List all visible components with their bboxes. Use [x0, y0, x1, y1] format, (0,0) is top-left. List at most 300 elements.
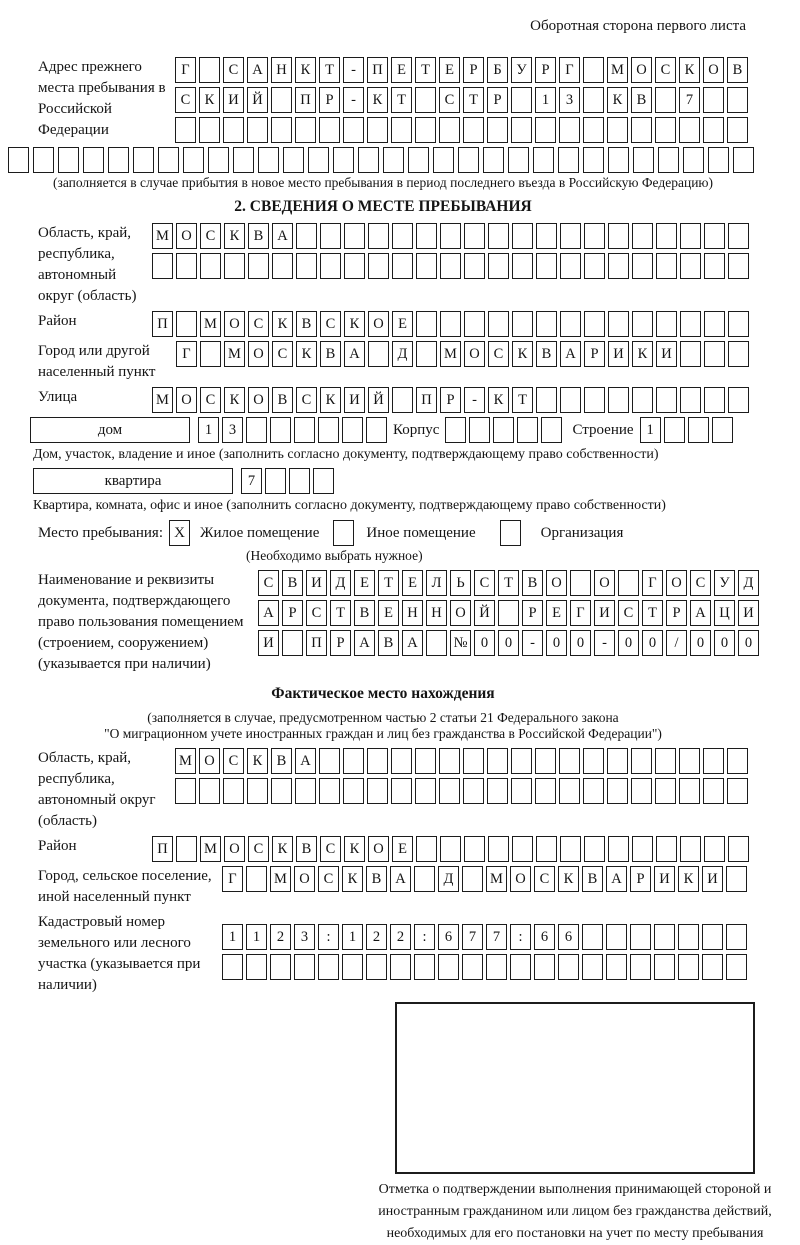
form-cell: [633, 147, 654, 173]
form-cell: [632, 223, 653, 249]
form-cell: №: [450, 630, 471, 656]
form-cell: С: [306, 600, 327, 626]
form-cell: [367, 778, 388, 804]
section2-title: 2. СВЕДЕНИЯ О МЕСТЕ ПРЕБЫВАНИЯ: [234, 198, 532, 215]
form-cell: [541, 417, 562, 443]
form-cell: [152, 253, 173, 279]
form-cell: В: [248, 223, 269, 249]
form-cell: 0: [546, 630, 567, 656]
form-cell: [392, 387, 413, 413]
region-row2: [152, 253, 749, 279]
form-cell: [440, 253, 461, 279]
form-cell: [727, 87, 748, 113]
form-cell: [511, 87, 532, 113]
form-cell: [607, 748, 628, 774]
document-label: Наименование и реквизиты документа, подтверждающего право пользования помещением (строением, сооружением) (указывается при наличии): [38, 572, 244, 672]
street-field: [8, 387, 758, 413]
form-cell: С: [200, 223, 221, 249]
form-cell: [582, 954, 603, 980]
form-cell: У: [511, 57, 532, 83]
form-cell: [318, 954, 339, 980]
form-cell: [704, 836, 725, 862]
form-cell: [246, 866, 267, 892]
form-cell: [560, 311, 581, 337]
form-cell: [608, 147, 629, 173]
form-cell: 0: [474, 630, 495, 656]
form-cell: [631, 748, 652, 774]
form-cell: В: [272, 387, 293, 413]
form-cell: [368, 253, 389, 279]
form-cell: [33, 147, 54, 173]
form-cell: [583, 748, 604, 774]
form-cell: [58, 147, 79, 173]
form-cell: [319, 117, 340, 143]
form-cell: К: [272, 311, 293, 337]
actual-district-label: Район: [38, 838, 77, 854]
form-cell: [440, 223, 461, 249]
form-cell: [726, 866, 747, 892]
form-cell: [463, 778, 484, 804]
form-cell: С: [690, 570, 711, 596]
form-cell: К: [607, 87, 628, 113]
form-cell: [271, 117, 292, 143]
form-cell: :: [414, 924, 435, 950]
form-cell: [656, 311, 677, 337]
form-cell: О: [294, 866, 315, 892]
form-cell: П: [152, 311, 173, 337]
form-cell: С: [534, 866, 555, 892]
form-cell: 0: [714, 630, 735, 656]
option-organization-label: Организация: [540, 525, 624, 541]
form-cell: [295, 778, 316, 804]
form-cell: Р: [319, 87, 340, 113]
section3-title: Фактическое место нахождения: [271, 685, 495, 702]
form-cell: В: [296, 311, 317, 337]
form-cell: [583, 117, 604, 143]
actual-region-row1: [175, 748, 748, 774]
form-cell: [512, 311, 533, 337]
form-cell: Е: [402, 570, 423, 596]
form-cell: [344, 253, 365, 279]
form-cell: 1: [342, 924, 363, 950]
form-cell: [703, 778, 724, 804]
form-cell: М: [152, 387, 173, 413]
form-cell: [343, 778, 364, 804]
form-cell: С: [320, 311, 341, 337]
form-cell: И: [306, 570, 327, 596]
form-cell: [655, 117, 676, 143]
form-cell: [654, 924, 675, 950]
form-cell: [583, 87, 604, 113]
form-cell: С: [248, 311, 269, 337]
form-cell: С: [439, 87, 460, 113]
form-cell: [200, 341, 221, 367]
form-cell: [415, 778, 436, 804]
form-cell: К: [488, 387, 509, 413]
form-cell: Р: [584, 341, 605, 367]
form-cell: [655, 748, 676, 774]
form-cell: И: [344, 387, 365, 413]
form-cell: К: [512, 341, 533, 367]
city-row: [176, 341, 749, 367]
form-cell: [728, 311, 749, 337]
form-cell: [655, 87, 676, 113]
form-cell: С: [618, 600, 639, 626]
form-cell: [296, 253, 317, 279]
form-cell: [607, 117, 628, 143]
form-cell: С: [320, 836, 341, 862]
form-cell: [584, 387, 605, 413]
form-cell: [462, 866, 483, 892]
form-cell: [246, 954, 267, 980]
form-cell: [445, 417, 466, 443]
form-cell: П: [152, 836, 173, 862]
form-cell: П: [306, 630, 327, 656]
form-cell: [464, 311, 485, 337]
form-cell: Р: [630, 866, 651, 892]
form-cell: [656, 223, 677, 249]
form-cell: [438, 954, 459, 980]
form-cell: [367, 748, 388, 774]
form-cell: [342, 417, 363, 443]
form-cell: Д: [738, 570, 759, 596]
form-cell: Й: [474, 600, 495, 626]
form-cell: [223, 117, 244, 143]
form-cell: Д: [438, 866, 459, 892]
form-cell: [342, 954, 363, 980]
form-cell: М: [175, 748, 196, 774]
prev-address-rows: [175, 57, 748, 143]
form-cell: [199, 778, 220, 804]
form-cell: [727, 778, 748, 804]
stroenie-label: Строение: [572, 422, 634, 438]
form-cell: М: [607, 57, 628, 83]
prev-address-block: [8, 57, 758, 143]
form-cell: К: [558, 866, 579, 892]
form-cell: [308, 147, 329, 173]
cadastral-row1: [222, 924, 747, 950]
form-cell: И: [654, 866, 675, 892]
cadastral-row2: [222, 954, 747, 980]
form-cell: [512, 223, 533, 249]
form-cell: 2: [366, 924, 387, 950]
form-cell: [487, 117, 508, 143]
form-cell: [608, 387, 629, 413]
form-cell: Г: [642, 570, 663, 596]
form-cell: 6: [558, 924, 579, 950]
form-cell: [607, 778, 628, 804]
form-cell: [458, 147, 479, 173]
form-cell: М: [486, 866, 507, 892]
form-cell: О: [248, 341, 269, 367]
form-cell: Т: [642, 600, 663, 626]
form-cell: И: [656, 341, 677, 367]
form-cell: [390, 954, 411, 980]
form-cell: Т: [391, 87, 412, 113]
form-cell: [464, 223, 485, 249]
form-cell: :: [510, 924, 531, 950]
form-cell: [333, 147, 354, 173]
form-cell: М: [200, 311, 221, 337]
form-cell: В: [378, 630, 399, 656]
form-cell: Н: [271, 57, 292, 83]
form-cell: О: [176, 223, 197, 249]
form-cell: С: [296, 387, 317, 413]
form-cell: [680, 223, 701, 249]
form-cell: С: [248, 836, 269, 862]
document-field: [8, 570, 758, 675]
form-cell: Г: [175, 57, 196, 83]
form-cell: Н: [402, 600, 423, 626]
form-cell: В: [282, 570, 303, 596]
form-cell: [464, 836, 485, 862]
form-cell: [632, 253, 653, 279]
form-cell: [608, 223, 629, 249]
form-cell: [83, 147, 104, 173]
house-note: Дом, участок, владение и иное (заполнить согласно документу, подтверждающему право собственности): [33, 447, 659, 462]
form-cell: [265, 468, 286, 494]
prev-address-row4: [8, 147, 758, 173]
form-cell: -: [464, 387, 485, 413]
form-cell: [632, 311, 653, 337]
form-cell: 0: [690, 630, 711, 656]
form-cell: [199, 117, 220, 143]
form-cell: С: [272, 341, 293, 367]
form-cell: [679, 748, 700, 774]
form-cell: [535, 748, 556, 774]
page-side-note: Оборотная сторона первого листа: [530, 18, 746, 34]
form-cell: [176, 311, 197, 337]
form-cell: К: [342, 866, 363, 892]
form-cell: [655, 778, 676, 804]
form-cell: С: [223, 57, 244, 83]
form-cell: [703, 87, 724, 113]
form-cell: В: [727, 57, 748, 83]
form-cell: [258, 147, 279, 173]
form-cell: [175, 117, 196, 143]
form-cell: 3: [559, 87, 580, 113]
form-cell: [391, 778, 412, 804]
form-cell: [176, 836, 197, 862]
form-cell: [683, 147, 704, 173]
form-cell: [630, 954, 651, 980]
form-cell: 0: [738, 630, 759, 656]
form-cell: [271, 778, 292, 804]
cadastral-label: Кадастровый номер земельного или лесного участка (указывается при наличии): [38, 914, 201, 993]
form-cell: [414, 866, 435, 892]
form-cell: [583, 778, 604, 804]
form-cell: [343, 117, 364, 143]
form-cell: [366, 417, 387, 443]
form-cell: 1: [222, 924, 243, 950]
form-cell: Г: [559, 57, 580, 83]
house-box-label: дом: [97, 421, 123, 438]
form-cell: К: [344, 836, 365, 862]
form-cell: 3: [222, 417, 243, 443]
checkbox-other-premises: [333, 520, 354, 546]
form-cell: И: [738, 600, 759, 626]
form-cell: [272, 253, 293, 279]
form-cell: :: [318, 924, 339, 950]
form-cell: Т: [498, 570, 519, 596]
form-cell: [584, 836, 605, 862]
form-cell: М: [200, 836, 221, 862]
form-cell: [199, 57, 220, 83]
form-cell: Й: [247, 87, 268, 113]
form-cell: А: [295, 748, 316, 774]
house-field: [30, 417, 758, 443]
section3-note-line2: "О миграционном учете иностранных граждан и лиц без гражданства в Российской Федерации"): [104, 726, 662, 741]
form-cell: С: [474, 570, 495, 596]
form-cell: [704, 253, 725, 279]
form-cell: [728, 223, 749, 249]
actual-city-row: [222, 866, 747, 892]
prev-address-footnote: (заполняется в случае прибытия в новое место пребывания в период последнего въезда в Российскую Федерацию): [52, 175, 714, 190]
form-cell: [702, 954, 723, 980]
form-cell: -: [594, 630, 615, 656]
form-cell: [343, 748, 364, 774]
form-cell: Л: [426, 570, 447, 596]
form-cell: [583, 57, 604, 83]
form-cell: [702, 924, 723, 950]
form-cell: О: [224, 311, 245, 337]
form-cell: [704, 311, 725, 337]
form-cell: [391, 748, 412, 774]
form-cell: С: [258, 570, 279, 596]
form-cell: К: [679, 57, 700, 83]
form-cell: [560, 253, 581, 279]
form-cell: Е: [354, 570, 375, 596]
form-cell: Р: [282, 600, 303, 626]
actual-district-field: [8, 836, 758, 862]
form-cell: [246, 417, 267, 443]
form-cell: [318, 417, 339, 443]
form-cell: [679, 778, 700, 804]
cadastral-rows: [222, 912, 747, 980]
actual-region-label: Область, край, республика, автономный округ (область): [38, 750, 156, 829]
form-cell: К: [272, 836, 293, 862]
form-cell: [618, 570, 639, 596]
form-cell: [208, 147, 229, 173]
street-row: [152, 387, 749, 413]
form-cell: П: [416, 387, 437, 413]
korpus-cells: [445, 417, 562, 443]
form-cell: Е: [392, 311, 413, 337]
stay-type-label: Место пребывания:: [38, 525, 163, 541]
form-cell: [511, 748, 532, 774]
form-cell: [536, 253, 557, 279]
form-cell: [570, 570, 591, 596]
form-cell: [415, 748, 436, 774]
form-cell: [680, 253, 701, 279]
form-cell: О: [199, 748, 220, 774]
form-cell: [510, 954, 531, 980]
form-cell: [678, 954, 699, 980]
form-cell: [511, 778, 532, 804]
form-cell: [632, 836, 653, 862]
form-cell: В: [522, 570, 543, 596]
actual-city-field: [8, 866, 758, 908]
form-cell: О: [546, 570, 567, 596]
form-cell: А: [390, 866, 411, 892]
prev-address-row3: [175, 117, 748, 143]
form-cell: [704, 387, 725, 413]
form-cell: [726, 954, 747, 980]
form-cell: В: [631, 87, 652, 113]
form-cell: У: [714, 570, 735, 596]
form-cell: [656, 836, 677, 862]
form-cell: [658, 147, 679, 173]
form-cell: 1: [535, 87, 556, 113]
form-cell: Й: [368, 387, 389, 413]
form-cell: К: [199, 87, 220, 113]
form-cell: [584, 223, 605, 249]
district-field: [8, 311, 758, 337]
form-cell: [678, 924, 699, 950]
registration-mark-box: [395, 1002, 755, 1174]
region-field: [8, 223, 758, 307]
form-cell: А: [354, 630, 375, 656]
form-cell: 0: [498, 630, 519, 656]
form-cell: Е: [439, 57, 460, 83]
actual-region-rows: [175, 748, 748, 804]
form-cell: [248, 253, 269, 279]
form-cell: 2: [270, 924, 291, 950]
form-cell: В: [296, 836, 317, 862]
prev-address-label: Адрес прежнего места пребывания в Российской Федерации: [38, 59, 166, 138]
stay-type-field: [38, 520, 758, 546]
form-cell: [247, 778, 268, 804]
option-residential-label: Жилое помещение: [200, 525, 320, 541]
form-cell: [493, 417, 514, 443]
form-cell: [463, 748, 484, 774]
form-cell: О: [368, 836, 389, 862]
form-cell: Т: [378, 570, 399, 596]
form-cell: [632, 387, 653, 413]
region-rows: [152, 223, 749, 279]
form-cell: [517, 417, 538, 443]
form-cell: [426, 630, 447, 656]
form-cell: [487, 778, 508, 804]
form-cell: [536, 387, 557, 413]
form-cell: [392, 253, 413, 279]
form-cell: Р: [487, 87, 508, 113]
document-row2: [258, 600, 759, 626]
form-cell: Ц: [714, 600, 735, 626]
form-cell: [296, 223, 317, 249]
form-cell: В: [366, 866, 387, 892]
form-cell: [158, 147, 179, 173]
form-cell: [415, 87, 436, 113]
form-cell: [464, 253, 485, 279]
form-cell: [728, 341, 749, 367]
form-cell: [294, 954, 315, 980]
form-cell: [512, 836, 533, 862]
checkbox-residential: [169, 520, 190, 546]
form-cell: [416, 223, 437, 249]
form-cell: [712, 417, 733, 443]
form-cell: [469, 417, 490, 443]
form-cell: [680, 836, 701, 862]
form-cell: 7: [679, 87, 700, 113]
apartment-box: [33, 468, 233, 494]
form-cell: [486, 954, 507, 980]
form-cell: [289, 468, 310, 494]
form-cell: [416, 341, 437, 367]
form-cell: 3: [294, 924, 315, 950]
form-cell: [536, 223, 557, 249]
form-cell: В: [536, 341, 557, 367]
